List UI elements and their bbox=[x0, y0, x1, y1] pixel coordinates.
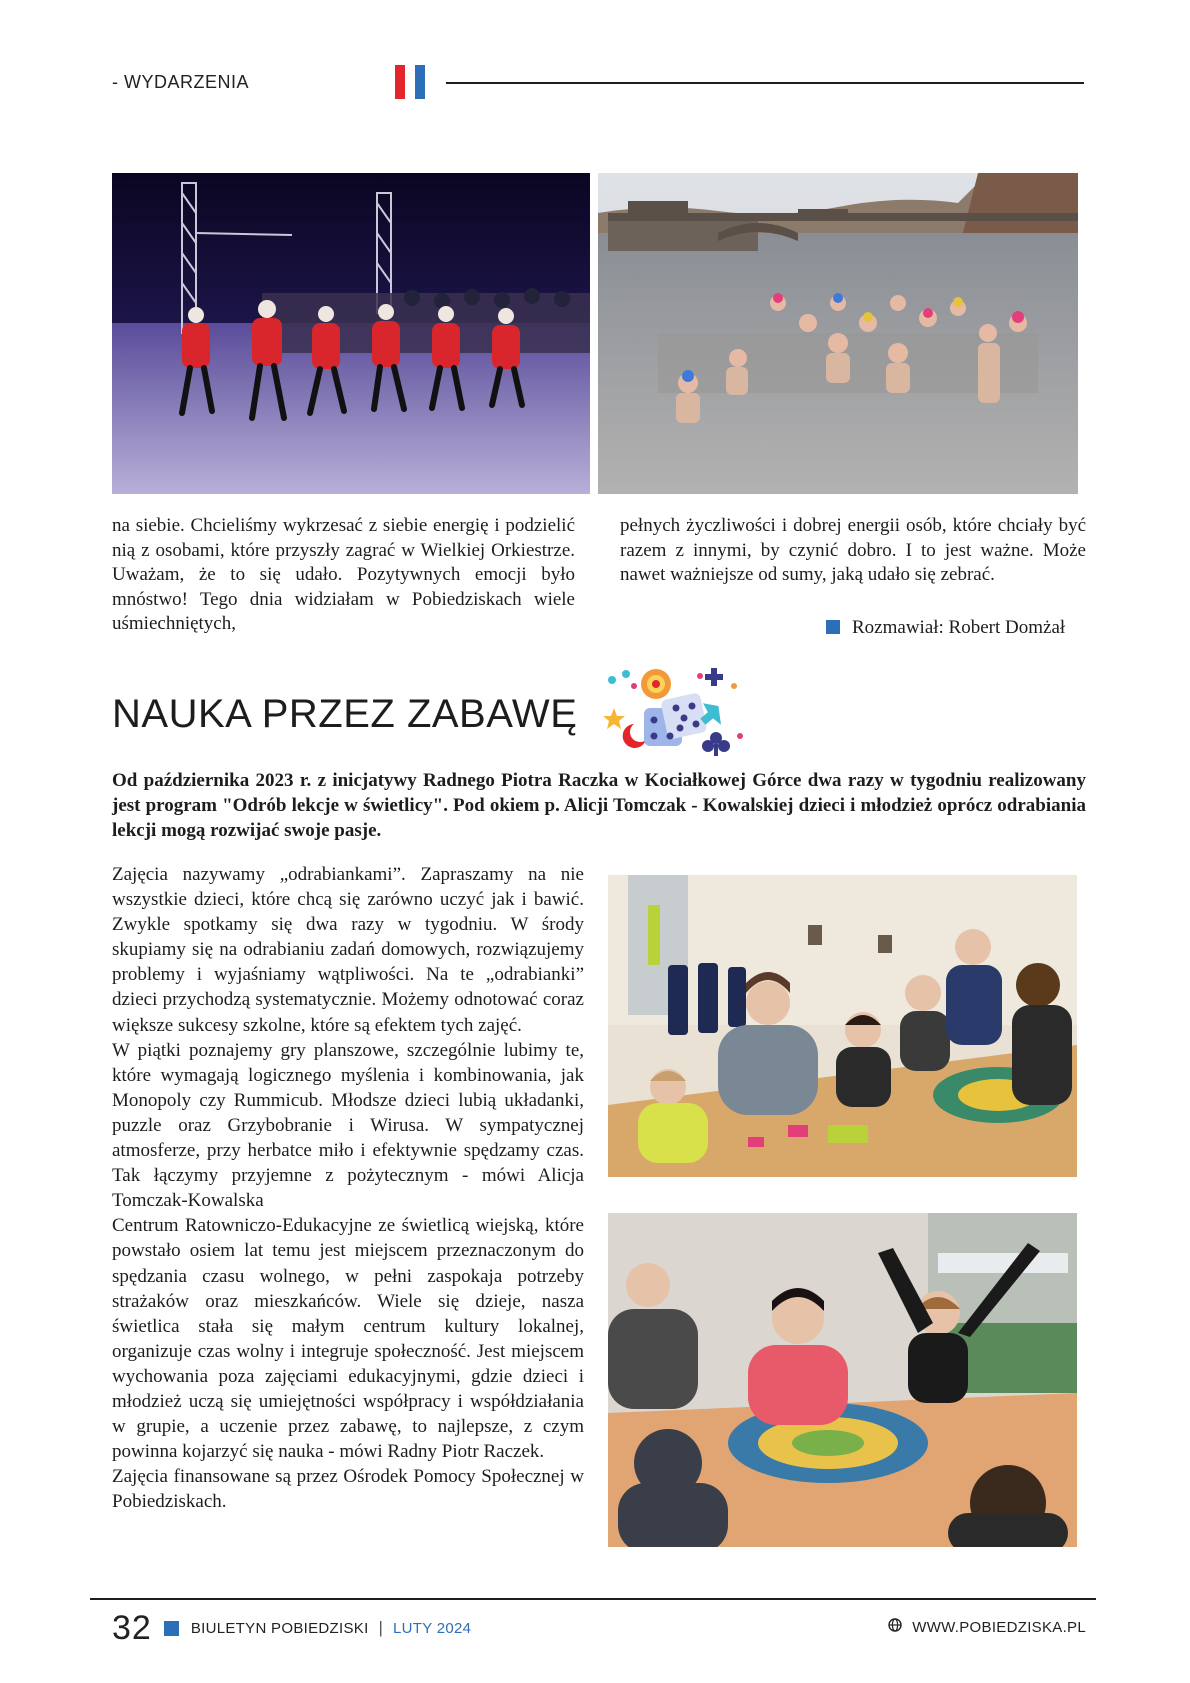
byline bbox=[826, 617, 1065, 639]
header-divider bbox=[446, 82, 1084, 84]
photo-family-board-game bbox=[608, 1213, 1077, 1547]
games-dice-icon bbox=[604, 666, 750, 758]
article-paragraph: Centrum Ratowniczo-Edukacyjne ze świetlicą wiejską, które powstało osiem lat temu jest miejscem przeznaczonym do spędzania czasu wolnego, w pełni zaspokaja potrzeby strażaków oraz mieszkańców. Wiele się dzieje, nasza świetlica stała się małym centrum kultury lokalnej, organizuje czas wolny i integruje społeczność. Jest miejscem wychowania poza zajęciami edukacyjnymi, gdzie dzieci i młodzież uczą się umiejętności współpracy i współdziałania w grupie, a uczenie przez zabawę, to najlepsze, z czym powinna kojarzyć się nauka - mówi Radny Piotr Raczek. bbox=[112, 1215, 584, 1463]
byline-square-icon bbox=[826, 620, 840, 634]
photo-dance-night bbox=[112, 173, 590, 494]
article-paragraph: W piątki poznajemy gry planszowe, szczególnie lubimy te, które wymagają logicznego myślenia i kombinowania, jak Monopoly czy Rummicub. Młodsze dzieci lubią układanki, puzzle oraz Grzybobranie i Wirusa. W sympatycznej atmosferze, przy herbatce miło i efektywnie spędzamy czas. Tak łączymy przyjemne z pożytecznym - mówi Alicja Tomczak-Kowalska bbox=[112, 1039, 584, 1212]
website-link[interactable]: WWW.POBIEDZISKA.PL bbox=[912, 1618, 1086, 1636]
footer-square-icon bbox=[164, 1621, 179, 1636]
footer bbox=[112, 1608, 471, 1648]
globe-icon bbox=[888, 1618, 902, 1636]
article1-column1: na siebie. Chcieliśmy wykrzesać z siebie energię i podzielić nią z osobami, które przyszły zagrać w Wielkiej Orkiestrze. Uważam, że to się udało. Pozytywnych emocji było mnóstwo! Tego dnia widziałam w Pobiedziskach wiele uśmiechniętych, bbox=[112, 515, 575, 634]
article1-column2: pełnych życzliwości i dobrej energii osób, które chciały być razem z innymi, by czynić dobro. I to jest ważne. Może nawet ważniejsze od sumy, jaką udało się zebrać. bbox=[620, 515, 1086, 585]
issue-date: LUTY 2024 bbox=[392, 1619, 472, 1637]
article-paragraph: Zajęcia finansowane są przez Ośrodek Pomocy Społecznej w Pobiedziskach. bbox=[112, 1466, 584, 1513]
article-paragraph: Zajęcia nazywamy „odrabiankami”. Zapraszamy na nie wszystkie dzieci, które chcą się zarówno uczyć jak i bawić. Zwykle spotkamy się dwa razy w tygodniu. W środy skupiamy się na odrabianiu zadań domowych, rozwiązujemy problemy i wyjaśniamy wątpliwości. Na te „odrabianki” dzieci przychodzą systematycznie. Możemy odnotować coraz większe sukcesy szkolne, które są efektem tych zajęć. bbox=[112, 864, 584, 1036]
article-body bbox=[112, 862, 584, 1514]
flag-red-bar bbox=[395, 65, 405, 99]
photo-winter-swimming bbox=[598, 173, 1078, 494]
footer-website[interactable] bbox=[888, 1618, 1086, 1636]
footer-separator: | bbox=[378, 1618, 383, 1637]
page-number: 32 bbox=[112, 1608, 152, 1647]
photo-kids-board-game bbox=[608, 875, 1077, 1177]
footer-divider bbox=[90, 1598, 1096, 1600]
article-title: NAUKA PRZEZ ZABAWĘ bbox=[112, 692, 578, 736]
publication-name: BIULETYN POBIEDZISKI bbox=[190, 1619, 369, 1637]
flag-blue-bar bbox=[415, 65, 425, 99]
byline-text: Rozmawiał: Robert Domżał bbox=[852, 617, 1066, 638]
article-lead: Od października 2023 r. z inicjatywy Radnego Piotra Raczka w Kociałkowej Górce dwa razy w tygodniu realizowany jest program "Odrób lekcje w świetlicy". Pod okiem p. Alicji Tomczak - Kowalskiej dzieci i młodzież oprócz odrabiania lekcji mogą rozwijać swoje pasje. bbox=[112, 770, 1086, 841]
section-label: - WYDARZENIA bbox=[112, 72, 250, 92]
